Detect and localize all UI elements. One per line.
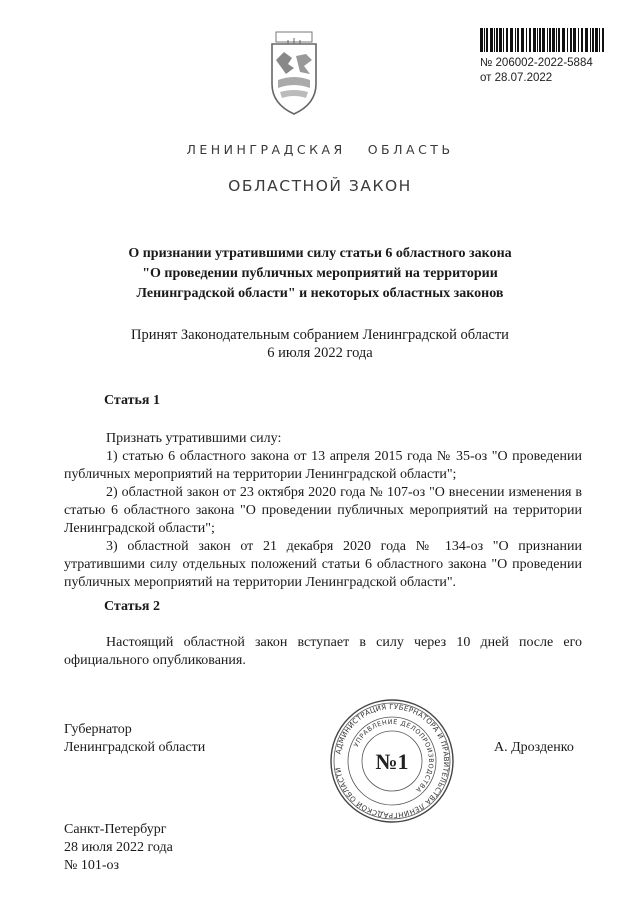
region-word-2: ОБЛАСТЬ xyxy=(367,142,454,157)
official-seal-stamp xyxy=(328,697,456,825)
footer-city: Санкт-Петербург xyxy=(64,822,167,837)
article-1-heading: Статья 1 xyxy=(104,393,160,408)
article-1-body xyxy=(64,430,582,592)
signatory-position-line: Губернатор xyxy=(64,722,132,737)
adoption-note xyxy=(60,326,580,362)
signatory-position xyxy=(64,721,205,757)
article-2-body xyxy=(64,634,582,670)
law-title-line: Ленинградской области" и некоторых областных законов xyxy=(136,286,504,301)
article-1-item-2: 2) областной закон от 23 октября 2020 года № 107-оз "О внесении изменения в статью 6 областного закона "О проведении публичных мероприятий на территории Ленинградской области"; xyxy=(64,485,582,536)
article-1-item-3: 3) областной закон от 21 декабря 2020 года № 134-оз "О признании утратившими силу отдельных положений статьи 6 областного закона "О проведении публичных мероприятий на территории Ленинградской области". xyxy=(64,539,582,590)
footer-block xyxy=(64,821,173,875)
footer-date: 28 июля 2022 года xyxy=(64,840,173,855)
seal-inner-text: УПРАВЛЕНИЕ ДЕЛОПРОИЗВОДСТВА xyxy=(352,717,436,795)
barcode-image xyxy=(480,28,606,52)
adoption-line: 6 июля 2022 года xyxy=(267,345,373,361)
article-1-intro: Признать утратившими силу: xyxy=(106,431,282,446)
seal-ring-text: АДМИНИСТРАЦИЯ ГУБЕРНАТОРА И ПРАВИТЕЛЬСТВА ЛЕНИНГРАДСКОЙ ОБЛАСТИ xyxy=(334,702,451,820)
registration-number: № 206002-2022-5884 xyxy=(480,57,593,69)
region-name xyxy=(0,142,640,157)
article-2-text: Настоящий областной закон вступает в силу через 10 дней после его официального опубликования. xyxy=(64,635,582,668)
law-title-line: "О проведении публичных мероприятий на территории xyxy=(142,266,498,281)
footer-law-number: № 101-оз xyxy=(64,858,120,873)
signatory-position-line: Ленинградской области xyxy=(64,740,206,755)
adoption-line: Принят Законодательным собранием Ленинградской области xyxy=(131,327,509,343)
region-word-1: ЛЕНИНГРАДСКАЯ xyxy=(186,142,346,157)
coat-of-arms-emblem xyxy=(258,30,330,118)
seal-number: №1 xyxy=(375,749,409,774)
law-title-line: О признании утратившими силу статьи 6 областного закона xyxy=(128,246,512,261)
law-type: ОБЛАСТНОЙ ЗАКОН xyxy=(228,177,412,195)
law-title xyxy=(60,244,580,304)
article-2-heading: Статья 2 xyxy=(104,599,160,614)
registration-date: от 28.07.2022 xyxy=(480,72,553,84)
signatory-name: А. Дрозденко xyxy=(494,740,574,755)
registration-info xyxy=(480,56,593,86)
article-1-item-1: 1) статью 6 областного закона от 13 апреля 2015 года № 35-оз "О проведении публичных мероприятий на территории Ленинградской области"; xyxy=(64,449,582,482)
